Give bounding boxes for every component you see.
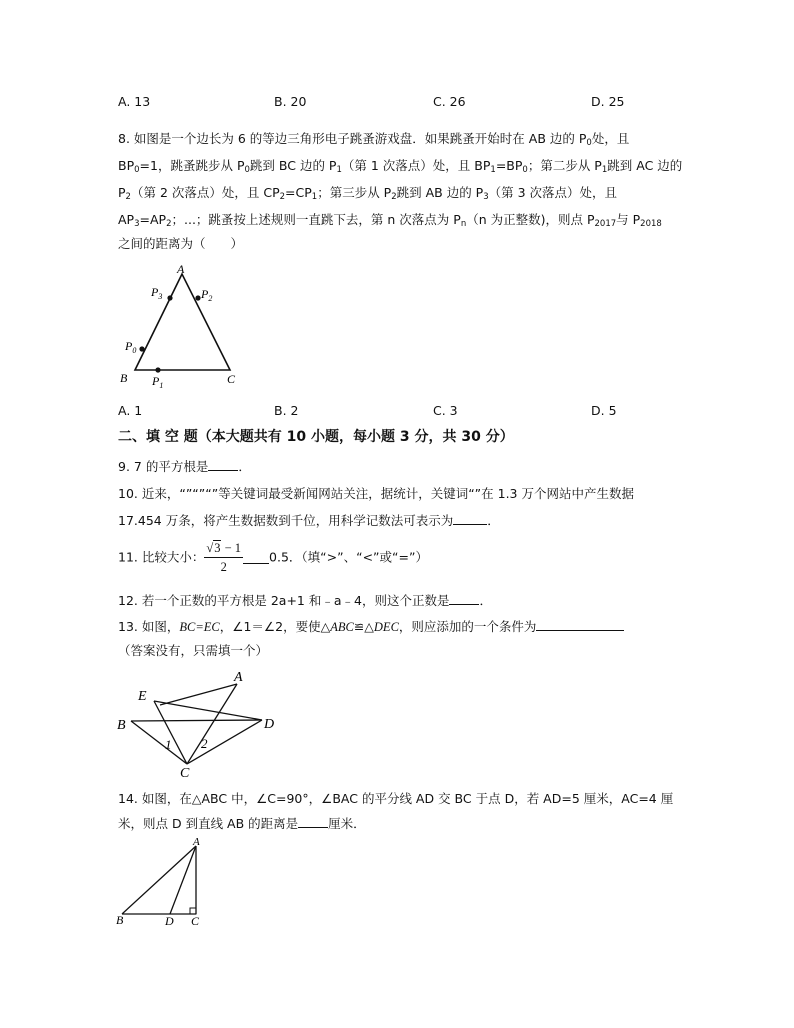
label-b: B — [120, 371, 128, 385]
q8-option-d: D. 5 — [591, 403, 617, 418]
section-2-heading: 二、填 空 题（本大题共有 10 小题，每小题 3 分，共 30 分） — [118, 429, 514, 445]
angle-2-label: 2 — [201, 736, 208, 751]
label-a: A — [193, 836, 200, 848]
segment-ec — [154, 701, 187, 764]
point-p2 — [195, 295, 200, 300]
segment-bc — [131, 721, 187, 764]
label-p3: $P_3$ — [151, 285, 163, 301]
segment-bd — [131, 720, 262, 721]
q10-line-1: 10. 近来，“”“”“”等关键词最受新闻网站关注，据统计，关键词“”在 1.3 万个网站中产生数据 — [118, 486, 634, 501]
q11: 11. 比较大小： $\frac{√3 - 1}{2}$ 0.5．（填“>”、“<”或“=”） — [118, 541, 428, 574]
q7-option-c: C. 26 — [433, 94, 466, 109]
q9-answer-blank[interactable] — [208, 458, 238, 471]
q13-answer-blank[interactable] — [536, 618, 624, 631]
label-b: B — [117, 718, 126, 733]
q8-line-1: 8. 如图是一个边长为 6 的等边三角形电子跳蚤游戏盘．如果跳蚤开始时在 AB 边的 $P_0$处，且 — [118, 131, 630, 148]
label-p1: $P_1$ — [152, 374, 164, 390]
point-p1 — [155, 367, 160, 372]
point-p0 — [139, 346, 144, 351]
segment-ad — [170, 846, 196, 914]
q10-line-2: 17.454 万条，将产生数据数到千位，用科学记数法可表示为 ． — [118, 513, 500, 528]
q7-option-d: D. 25 — [591, 94, 625, 109]
q8-line-5: 之间的距离为（ ） — [118, 236, 244, 251]
q14-line-2: 米，则点 D 到直线 AB 的距离是 厘米． — [118, 816, 366, 831]
segment-dc — [187, 720, 262, 764]
q10-answer-blank[interactable] — [453, 512, 487, 525]
q14-line-1: 14. 如图，在△ABC 中，∠C=90°，∠BAC 的平分线 AD 交 BC 于点 D，若 AD=5 厘米，AC=4 厘 — [118, 791, 674, 806]
q11-fraction: $\frac{√3 - 1}{2}$ — [206, 541, 242, 574]
q14-answer-blank[interactable] — [298, 815, 328, 828]
q8-line-4: $AP_3=AP_2$；...；跳蚤按上述规则一直跳下去，第 n 次落点为 $P_n(n$ 为正整数)，则点 $P_{2017}$与 $P_{2018}$ — [118, 212, 662, 229]
label-p0: $P_0$ — [125, 339, 137, 355]
angle-1-label: 1 — [165, 737, 172, 752]
label-a: A — [177, 262, 185, 276]
label-c: C — [180, 766, 190, 781]
label-d: D — [264, 717, 275, 732]
q9: 9. 7 的平方根是 ． — [118, 459, 251, 474]
label-e: E — [138, 689, 147, 704]
label-d: D — [165, 914, 174, 928]
label-c: C — [191, 914, 200, 928]
equilateral-triangle — [135, 274, 230, 370]
q13-line-1: 13. 如图，BC=EC，∠1＝∠2，要使△ABC≌△DEC，则应添加的一个条件为 — [118, 618, 624, 636]
q14-figure — [112, 836, 212, 928]
point-p3 — [167, 295, 172, 300]
q8-line-2: $BP_0=1$，跳蚤跳步从 $P_0$跳到 BC 边的 $P_1$（第 1 次落点）处，且 $BP_1=BP_0$；第二步从 $P_1$跳到 AC 边的 — [118, 158, 683, 175]
q12: 12. 若一个正数的平方根是 2a+1 和﹣a﹣4，则这个正数是 ． — [118, 593, 492, 608]
q8-option-b: B. 2 — [274, 403, 299, 418]
label-a: A — [234, 670, 243, 685]
q7-option-b: B. 20 — [274, 94, 307, 109]
q12-answer-blank[interactable] — [449, 592, 479, 605]
label-p2: $P_2$ — [201, 287, 213, 303]
label-b: B — [116, 913, 124, 927]
q8-option-c: C. 3 — [433, 403, 458, 418]
q13-line-2: （答案没有，只需填一个） — [118, 643, 269, 658]
q11-answer-blank[interactable] — [243, 551, 269, 564]
q7-option-a: A. 13 — [118, 94, 151, 109]
q13-figure — [112, 667, 282, 782]
q8-triangle-figure — [115, 262, 250, 390]
segment-ab — [122, 846, 196, 914]
q8-line-3: $P_2$（第 2 次落点）处，且 $CP_2=CP_1$；第三步从 $P_2$跳到 AB 边的 $P_3$（第 3 次落点）处，且 — [118, 185, 618, 202]
label-c: C — [227, 372, 236, 386]
segment-ed — [154, 701, 262, 720]
q8-option-a: A. 1 — [118, 403, 143, 418]
